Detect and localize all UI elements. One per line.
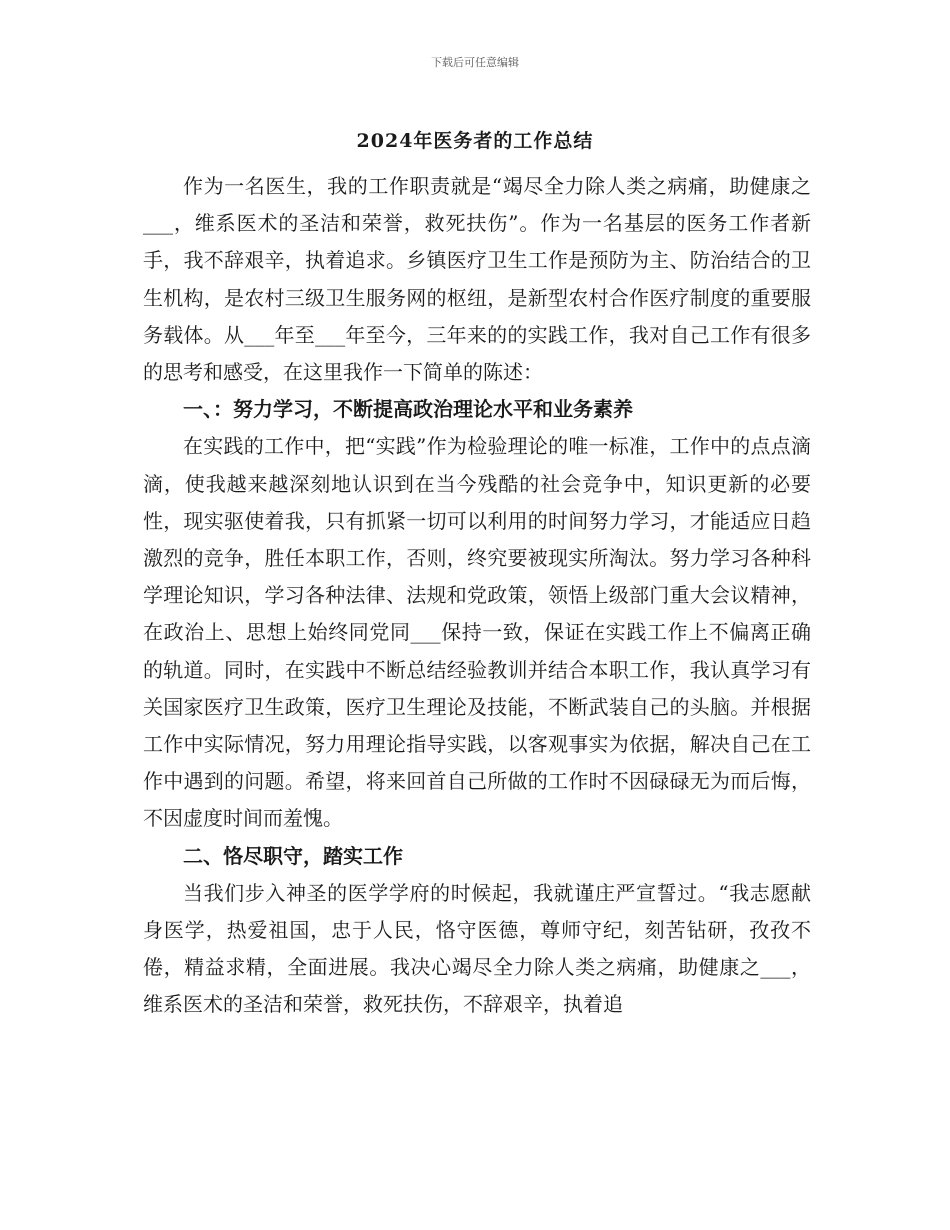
page-header-note: 下载后可任意编辑 bbox=[431, 56, 519, 69]
section-1-heading: 一、：努力学习，不断提高政治理论水平和业务素养 bbox=[183, 397, 633, 422]
document-title: 2024年医务者的工作总结 bbox=[356, 130, 594, 152]
intro-paragraph: 作为一名医生，我的工作职责就是“竭尽全力除人类之病痛，助健康之___，维系医术的圣洁和荣誉，救死扶伤”。作为一名基层的医务工作者新手，我不辞艰辛，执着追求。乡镇医疗卫生工作是预防为主、防治结合的卫生机构，是农村三级卫生服务网的枢纽，是新型农村合作医疗制度的重要服务载体。从___年至___年至今，三年来的的实践工作，我对自己工作有很多的思考和感受，在这里我作一下简单的陈述： bbox=[143, 174, 811, 385]
section-2-paragraph: 当我们步入神圣的医学学府的时候起，我就谨庄严宣誓过。“我志愿献身医学，热爱祖国，忠于人民，恪守医德，尊师守纪，刻苦钻研，孜孜不倦，精益求精，全面进展。我决心竭尽全力除人类之病痛，助健康之___，维系医术的圣洁和荣誉，救死扶伤，不辞艰辛，执着追 bbox=[143, 880, 811, 1017]
section-2-heading: 二、恪尽职守，踏实工作 bbox=[183, 843, 403, 868]
section-1-paragraph: 在实践的工作中，把“实践”作为检验理论的唯一标准，工作中的点点滴滴，使我越来越深刻地认识到在当今残酷的社会竞争中，知识更新的必要性，现实驱使着我，只有抓紧一切可以利用的时间努力学习，才能适应日趋激烈的竞争，胜任本职工作，否则，终究要被现实所淘汰。努力学习各种科学理论知识，学习各种法律、法规和党政策，领悟上级部门重大会议精神，在政治上、思想上始终同党同___保持一致，保证在实践工作上不偏离正确的轨道。同时，在实践中不断总结经验教训并结合本职工作，我认真学习有关国家医疗卫生政策，医疗卫生理论及技能，不断武装自己的头脑。并根据工作中实际情况，努力用理论指导实践，以客观事实为依据，解决自己在工作中遇到的问题。希望，将来回首自己所做的工作时不因碌碌无为而后悔，不因虚度时间而羞愧。 bbox=[143, 434, 811, 831]
document-body bbox=[143, 168, 811, 1024]
